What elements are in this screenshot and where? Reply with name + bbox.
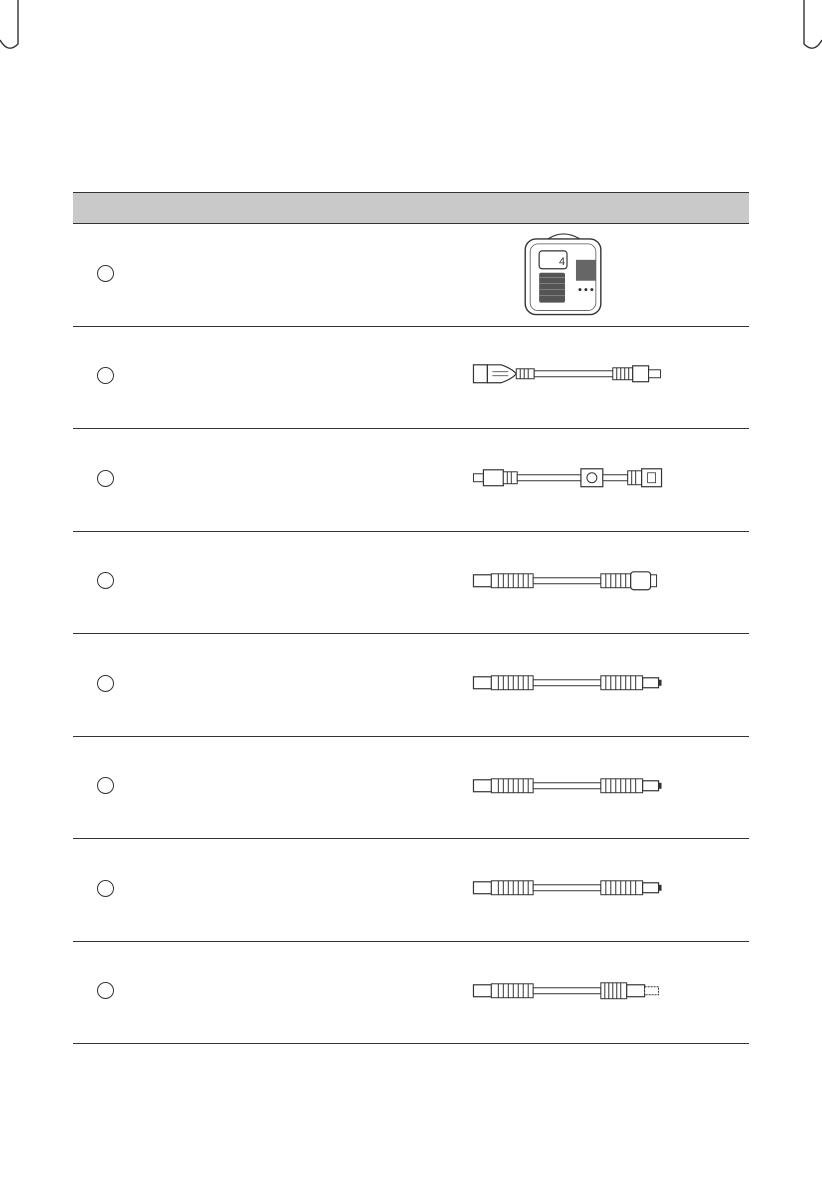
item-number-circle <box>97 572 114 589</box>
table-row <box>73 224 749 327</box>
table-row <box>73 839 749 942</box>
table-row <box>73 942 749 1045</box>
dc-extension-cable-icon <box>468 634 668 736</box>
table-row <box>73 532 749 635</box>
item-number-circle <box>97 777 114 794</box>
dc-extension-cable-icon <box>468 737 668 839</box>
power-station-icon <box>468 224 668 326</box>
item-number-circle <box>97 367 114 384</box>
table-row <box>73 327 749 430</box>
item-number-circle <box>97 880 114 897</box>
table-header <box>73 192 749 224</box>
dc-to-pin-plug-cable-icon <box>468 942 668 1044</box>
table-row <box>73 634 749 737</box>
xt60-to-dc-cable-icon <box>468 327 668 429</box>
dc-to-anderson-cable-icon <box>468 429 668 531</box>
dc-extension-cable-icon <box>468 839 668 941</box>
item-number-circle <box>97 982 114 999</box>
svg-text:4: 4 <box>559 255 566 268</box>
table-row <box>73 429 749 532</box>
cut-line-decoration <box>0 0 822 60</box>
dc-to-round-plug-cable-icon <box>468 532 668 634</box>
accessory-table <box>73 192 749 1044</box>
item-number-circle <box>97 470 114 487</box>
item-number-circle <box>97 265 114 282</box>
item-number-circle <box>97 675 114 692</box>
table-row <box>73 737 749 840</box>
